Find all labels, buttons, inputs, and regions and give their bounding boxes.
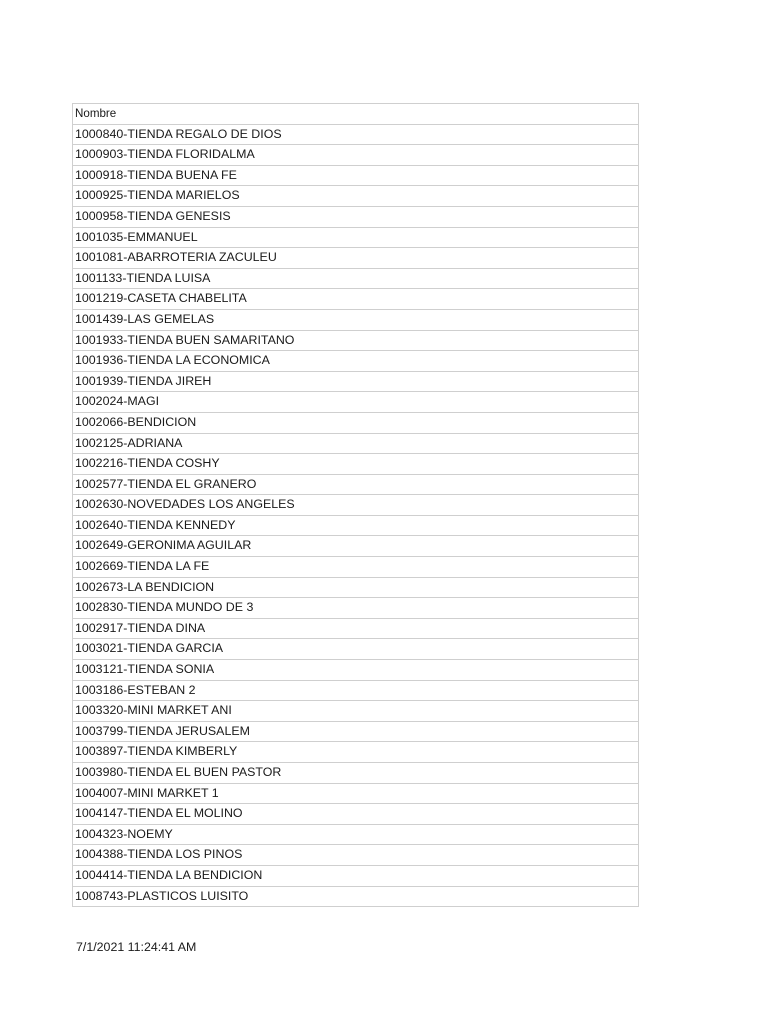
table-row	[73, 392, 639, 413]
store-name-cell: 1002673-LA BENDICION	[73, 577, 639, 598]
store-name-cell: 1003897-TIENDA KIMBERLY	[73, 742, 639, 763]
table-row	[73, 536, 639, 557]
store-name-cell: 1004414-TIENDA LA BENDICION	[73, 865, 639, 886]
store-name-cell: 1001939-TIENDA JIREH	[73, 371, 639, 392]
table-row	[73, 412, 639, 433]
table-row	[73, 454, 639, 475]
table-row	[73, 186, 639, 207]
store-name-cell: 1004388-TIENDA LOS PINOS	[73, 845, 639, 866]
store-name-cell: 1002830-TIENDA MUNDO DE 3	[73, 598, 639, 619]
table-row	[73, 309, 639, 330]
table-row	[73, 515, 639, 536]
store-name-cell: 1001081-ABARROTERIA ZACULEU	[73, 248, 639, 269]
store-name-cell: 1001936-TIENDA LA ECONOMICA	[73, 351, 639, 372]
store-name-cell: 1008743-PLASTICOS LUISITO	[73, 886, 639, 907]
store-name-cell: 1002024-MAGI	[73, 392, 639, 413]
store-name-cell: 1002216-TIENDA COSHY	[73, 454, 639, 475]
store-name-cell: 1003186-ESTEBAN 2	[73, 680, 639, 701]
table-row	[73, 165, 639, 186]
table-row	[73, 268, 639, 289]
store-name-cell: 1002066-BENDICION	[73, 412, 639, 433]
table-row	[73, 845, 639, 866]
store-name-cell: 1004147-TIENDA EL MOLINO	[73, 804, 639, 825]
table-row	[73, 824, 639, 845]
table-row	[73, 721, 639, 742]
table-row	[73, 371, 639, 392]
table-row	[73, 227, 639, 248]
store-name-table	[72, 103, 639, 907]
table-row	[73, 598, 639, 619]
table-row	[73, 289, 639, 310]
store-name-cell: 1001133-TIENDA LUISA	[73, 268, 639, 289]
table-row	[73, 351, 639, 372]
store-name-cell: 1003121-TIENDA SONIA	[73, 660, 639, 681]
store-name-cell: 1002577-TIENDA EL GRANERO	[73, 474, 639, 495]
table-row	[73, 783, 639, 804]
store-name-cell: 1003021-TIENDA GARCIA	[73, 639, 639, 660]
table-body	[73, 104, 639, 907]
table-row	[73, 433, 639, 454]
table-row	[73, 206, 639, 227]
store-name-cell: 1004007-MINI MARKET 1	[73, 783, 639, 804]
table-row	[73, 763, 639, 784]
table-row	[73, 680, 639, 701]
table-row	[73, 330, 639, 351]
store-name-cell: 1002125-ADRIANA	[73, 433, 639, 454]
store-name-cell: 1000918-TIENDA BUENA FE	[73, 165, 639, 186]
table-row	[73, 124, 639, 145]
table-header-row	[73, 104, 639, 125]
table-row	[73, 145, 639, 166]
store-name-cell: 1001439-LAS GEMELAS	[73, 309, 639, 330]
report-timestamp: 7/1/2021 11:24:41 AM	[76, 940, 197, 954]
store-name-cell: 1002917-TIENDA DINA	[73, 618, 639, 639]
store-name-cell: 1003980-TIENDA EL BUEN PASTOR	[73, 763, 639, 784]
table-row	[73, 248, 639, 269]
table-row	[73, 495, 639, 516]
table-row	[73, 886, 639, 907]
store-name-cell: 1001933-TIENDA BUEN SAMARITANO	[73, 330, 639, 351]
store-name-cell: 1002640-TIENDA KENNEDY	[73, 515, 639, 536]
store-name-cell: 1000840-TIENDA REGALO DE DIOS	[73, 124, 639, 145]
store-name-cell: 1001035-EMMANUEL	[73, 227, 639, 248]
store-name-cell: 1003799-TIENDA JERUSALEM	[73, 721, 639, 742]
store-name-cell: 1000925-TIENDA MARIELOS	[73, 186, 639, 207]
table-row	[73, 557, 639, 578]
table-row	[73, 742, 639, 763]
store-name-cell: 1003320-MINI MARKET ANI	[73, 701, 639, 722]
store-name-cell: 1000958-TIENDA GENESIS	[73, 206, 639, 227]
table-row	[73, 865, 639, 886]
store-name-cell: 1004323-NOEMY	[73, 824, 639, 845]
table-row	[73, 577, 639, 598]
store-name-cell: 1002669-TIENDA LA FE	[73, 557, 639, 578]
table-row	[73, 804, 639, 825]
store-name-cell: 1001219-CASETA CHABELITA	[73, 289, 639, 310]
table-row	[73, 639, 639, 660]
store-name-cell: 1002630-NOVEDADES LOS ANGELES	[73, 495, 639, 516]
store-name-cell: 1002649-GERONIMA AGUILAR	[73, 536, 639, 557]
table-row	[73, 618, 639, 639]
table-row	[73, 474, 639, 495]
table-row	[73, 660, 639, 681]
column-header-nombre: Nombre	[73, 104, 639, 125]
store-name-cell: 1000903-TIENDA FLORIDALMA	[73, 145, 639, 166]
table-row	[73, 701, 639, 722]
